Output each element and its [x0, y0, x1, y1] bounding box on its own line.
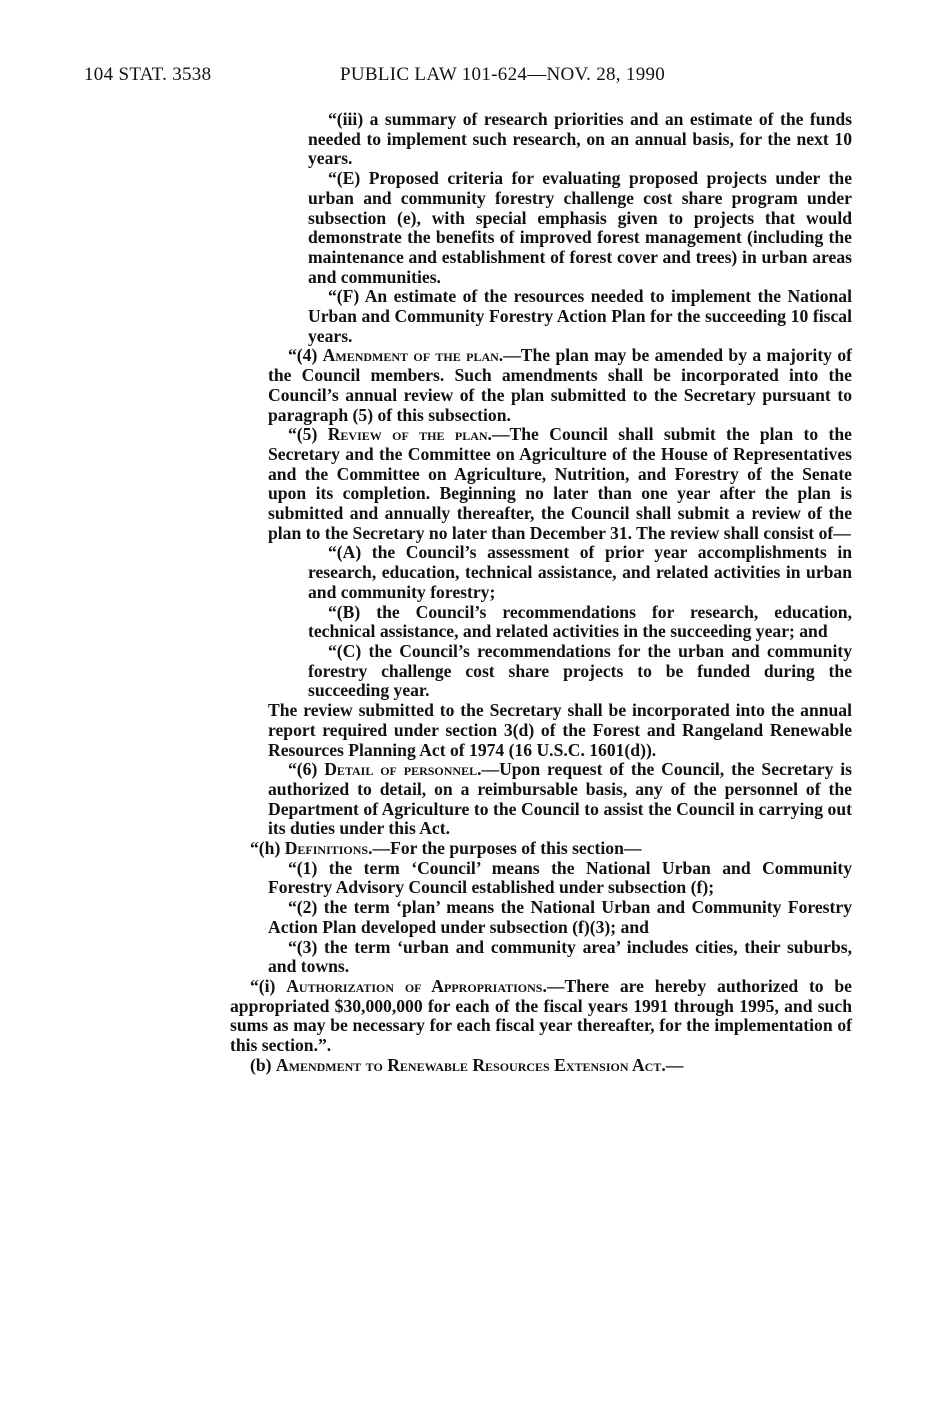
section-heading: Amendment of the plan [322, 345, 499, 366]
paragraph-def-1: “(1) the term ‘Council’ means the National Urban and Community Forestry Advisory Council established under subsection (f); [268, 857, 852, 898]
law-title: PUBLIC LAW 101-624—NOV. 28, 1990 [340, 64, 666, 85]
paragraph-i-appropriations: “(i) Authorization of Appropriations.—There are hereby authorized to be appropriated $30,000,000 for each of the fiscal years 1991 through 1995, and such sums as may be necessary for each fiscal year thereafter, for the implementation of this section.”. [230, 975, 852, 1056]
paragraph-B: “(B) the Council’s recommendations for research, education, technical assistance, and related activities in the succeeding year; and [308, 601, 852, 642]
section-heading: Definitions [284, 838, 369, 859]
paragraph-5-review: “(5) Review of the plan.—The Council shall submit the plan to the Secretary and the Committee on Agriculture of the House of Representatives and the Committee on Agriculture, Nutrition, and Forestry of the Senate upon its completion. Beginning no later than one year after the plan is submitted and annually thereafter, the Council shall submit a review of the plan to the Secretary no later than December 31. The review shall consist of— [268, 424, 852, 543]
page-header [84, 64, 844, 88]
paragraph-4-amendment: “(4) Amendment of the plan.—The plan may be amended by a majority of the Council members. Such amendments shall be incorporated into the Council’s annual review of the plan submitted to the Secretary pursuant to paragraph (5) of this subsection. [268, 345, 852, 425]
paragraph-F: “(F) An estimate of the resources needed to implement the National Urban and Community Forestry Action Plan for the succeeding 10 fiscal years. [308, 286, 852, 346]
paragraph-h-definitions: “(h) Definitions.—For the purposes of this section— [250, 838, 642, 859]
paragraph-review-submitted: The review submitted to the Secretary shall be incorporated into the annual report required under section 3(d) of the Forest and Rangeland Renewable Resources Planning Act of 1974 (16 U.S.C. 1601(d)). [268, 700, 852, 760]
paragraph-A: “(A) the Council’s assessment of prior year accomplishments in research, education, technical assistance, and related activities in urban and community forestry; [308, 542, 852, 602]
page-reference: 104 STAT. 3538 [84, 64, 212, 85]
paragraph-def-3: “(3) the term ‘urban and community area’ includes cities, their suburbs, and towns. [268, 936, 852, 977]
paragraph-E: “(E) Proposed criteria for evaluating proposed projects under the urban and community forestry challenge cost share program under subsection (e), with special emphasis given to projects that would demonstrate the benefits of improved forest management (including the maintenance and establishment of forest cover and trees) in urban areas and communities. [308, 168, 852, 287]
section-heading: Detail of personnel [324, 759, 478, 780]
paragraph-iii: “(iii) a summary of research priorities and an estimate of the funds needed to implement such research, on an annual basis, for the next 10 years. [308, 109, 852, 169]
paragraph-C: “(C) the Council’s recommendations for the urban and community forestry challenge cost share projects to be funded during the succeeding year. [308, 640, 852, 701]
statute-body [230, 110, 852, 1075]
section-heading: Review of the plan [327, 424, 488, 445]
paragraph-6-detail: “(6) Detail of personnel.—Upon request of the Council, the Secretary is authorized to detail, on a reimbursable basis, any of the personnel of the Department of Agriculture to the Council to assist the Council in carrying out its duties under this Act. [268, 759, 852, 839]
paragraph-def-2: “(2) the term ‘plan’ means the National Urban and Community Forestry Action Plan developed under subsection (f)(3); and [268, 897, 852, 937]
paragraph-b-amendment: (b) Amendment to Renewable Resources Extension Act.— [250, 1054, 684, 1075]
section-heading: Authorization of Appropriations [286, 975, 543, 996]
section-heading: Amendment to Renewable Resources Extension Act [275, 1054, 662, 1075]
